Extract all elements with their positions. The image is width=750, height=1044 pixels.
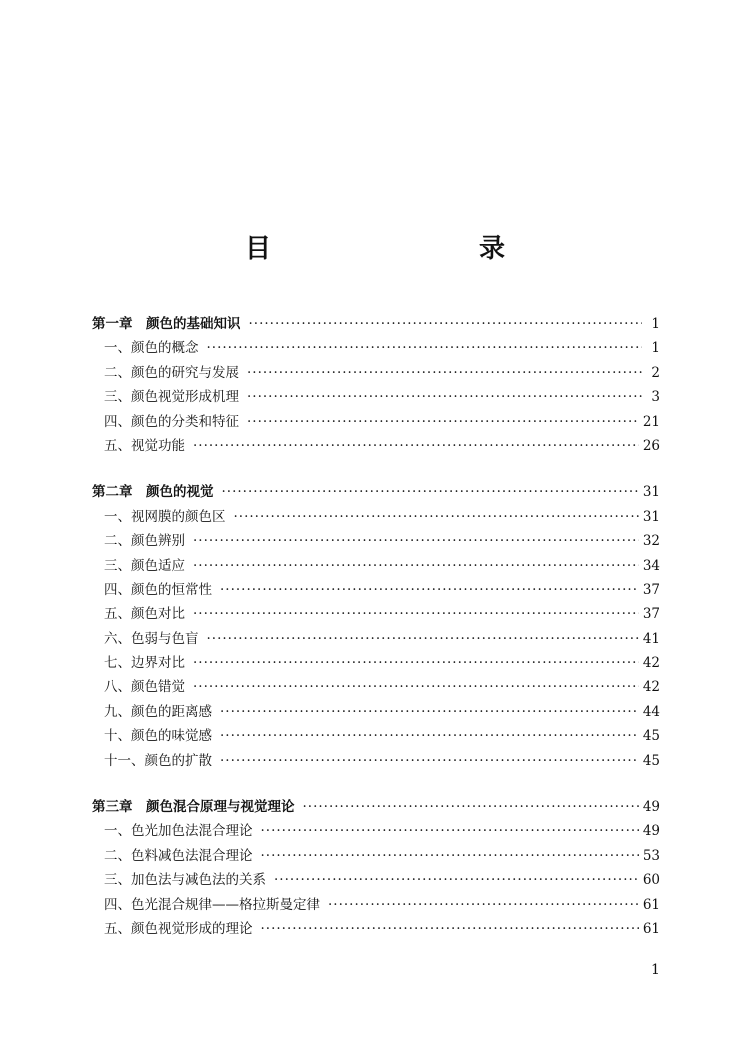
toc-entry-label: 六、色弱与色盲 (104, 630, 199, 647)
toc-entry[interactable] (92, 724, 660, 748)
dot-leader (207, 627, 639, 651)
toc-entry[interactable] (92, 578, 660, 602)
toc-page-number: 45 (642, 728, 660, 745)
toc-page-number: 26 (642, 437, 660, 454)
dot-leader (193, 434, 639, 458)
toc-entry-label: 十、颜色的味觉感 (104, 728, 212, 745)
chapter-3 (92, 795, 660, 941)
toc-entry-label: 二、颜色的研究与发展 (104, 364, 239, 381)
toc-page-number: 1 (651, 340, 660, 357)
dot-leader (220, 578, 639, 602)
footer-page-number: 1 (651, 962, 660, 978)
toc-page-number: 32 (642, 533, 660, 550)
dot-leader (207, 336, 643, 360)
toc-entry-label: 一、视网膜的颜色区 (104, 508, 226, 525)
toc-entry-label: 九、颜色的距离感 (104, 703, 212, 720)
toc-page-number: 60 (642, 872, 660, 889)
toc-page-number: 42 (642, 655, 660, 672)
toc-entry-label: 第三章 颜色混合原理与视觉理论 (92, 799, 295, 816)
toc-entry-label: 四、颜色的分类和特征 (104, 413, 239, 430)
toc-entry-label: 四、颜色的恒常性 (104, 581, 212, 598)
toc-entry[interactable] (92, 529, 660, 553)
chapter-1 (92, 312, 660, 458)
toc-entry-label: 三、颜色适应 (104, 557, 185, 574)
toc-page-number: 2 (651, 364, 660, 381)
toc-entry-label: 三、加色法与减色法的关系 (104, 872, 266, 889)
toc-entry-label: 二、颜色辨别 (104, 533, 185, 550)
toc-page-number: 37 (642, 606, 660, 623)
toc-page-number: 42 (642, 679, 660, 696)
toc-page-number: 1 (651, 316, 660, 332)
toc-page-number: 49 (642, 823, 660, 840)
dot-leader (249, 312, 643, 336)
toc-entry-label: 三、颜色视觉形成机理 (104, 389, 239, 406)
toc-entry[interactable] (92, 893, 660, 917)
toc-entry[interactable] (92, 675, 660, 699)
page-title: 目 录 (244, 234, 557, 264)
toc-entry-label: 五、颜色视觉形成的理论 (104, 920, 253, 937)
toc-page-number: 53 (642, 847, 660, 864)
toc-entry[interactable] (92, 554, 660, 578)
toc-page-number: 61 (642, 896, 660, 913)
dot-leader (261, 819, 639, 843)
dot-leader (193, 651, 639, 675)
toc-entry[interactable] (92, 385, 660, 409)
toc-entry[interactable] (92, 651, 660, 675)
toc-chapter-heading[interactable] (92, 312, 660, 336)
toc-entry-label: 第二章 颜色的视觉 (92, 484, 214, 501)
dot-leader (261, 844, 639, 868)
toc-page-number: 49 (642, 799, 660, 816)
toc-entry[interactable] (92, 602, 660, 626)
toc-entry[interactable] (92, 700, 660, 724)
toc-page-number: 21 (642, 413, 660, 430)
dot-leader (247, 361, 642, 385)
toc-chapter-heading[interactable] (92, 795, 660, 819)
toc-entry[interactable] (92, 361, 660, 385)
toc-entry[interactable] (92, 434, 660, 458)
dot-leader (247, 410, 639, 434)
toc-entry[interactable] (92, 505, 660, 529)
toc-entry[interactable] (92, 868, 660, 892)
toc-entry-label: 十一、颜色的扩散 (104, 752, 212, 769)
dot-leader (193, 675, 639, 699)
dot-leader (220, 700, 639, 724)
toc-page-number: 37 (642, 581, 660, 598)
toc-entry-label: 第一章 颜色的基础知识 (92, 316, 241, 332)
toc-entry-label: 二、色料减色法混合理论 (104, 847, 253, 864)
dot-leader (193, 554, 639, 578)
toc-entry-label: 七、边界对比 (104, 655, 185, 672)
toc-page-number: 45 (642, 752, 660, 769)
toc-entry-label: 八、颜色错觉 (104, 679, 185, 696)
toc-entry[interactable] (92, 336, 660, 360)
toc-entry-label: 一、色光加色法混合理论 (104, 823, 253, 840)
toc-entry[interactable] (92, 410, 660, 434)
toc-entry[interactable] (92, 749, 660, 773)
toc-page-number: 3 (651, 389, 660, 406)
dot-leader (234, 505, 639, 529)
chapter-2 (92, 480, 660, 773)
toc-entry-label: 四、色光混合规律——格拉斯曼定律 (104, 896, 320, 913)
toc-entry-label: 五、视觉功能 (104, 437, 185, 454)
dot-leader (193, 602, 639, 626)
dot-leader (328, 893, 639, 917)
toc-page-number: 44 (642, 703, 660, 720)
toc-entry[interactable] (92, 819, 660, 843)
toc-page-number: 34 (642, 557, 660, 574)
toc-page-number: 31 (642, 508, 660, 525)
toc-entry[interactable] (92, 917, 660, 941)
toc-entry-label: 五、颜色对比 (104, 606, 185, 623)
dot-leader (303, 795, 639, 819)
table-of-contents (92, 312, 660, 963)
toc-entry-label: 一、颜色的概念 (104, 340, 199, 357)
toc-entry[interactable] (92, 627, 660, 651)
dot-leader (220, 724, 639, 748)
dot-leader (222, 480, 639, 504)
dot-leader (193, 529, 639, 553)
toc-chapter-heading[interactable] (92, 480, 660, 504)
dot-leader (220, 749, 639, 773)
toc-page-number: 41 (642, 630, 660, 647)
dot-leader (274, 868, 639, 892)
toc-entry[interactable] (92, 844, 660, 868)
dot-leader (261, 917, 639, 941)
toc-page-number: 61 (642, 920, 660, 937)
dot-leader (247, 385, 642, 409)
toc-page-number: 31 (642, 484, 660, 501)
